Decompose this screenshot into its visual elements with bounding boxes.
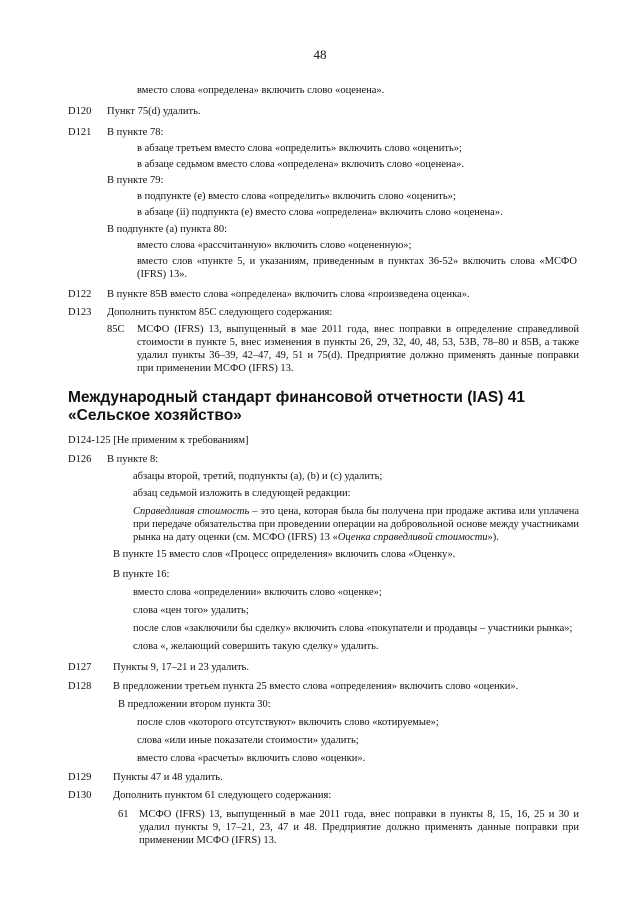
text-line: вместо слова «расчеты» включить слово «оценки». [137,753,366,764]
text-line: в подпункте (е) вместо слова «определить» включить слово «оценить»; [137,191,456,202]
text-paragraph: вместо слов «пункте 5, и указаниям, приведенным в пунктах 36-52» включить слова «МСФО (IFRS) 13». [137,256,577,280]
section-code: D123 [68,307,92,318]
text-line: В пункте 79: [107,175,164,186]
text-line: абзацы второй, третий, подпункты (a), (b) и (c) удалить; [133,471,383,482]
text-line: после слов «заключили бы сделку» включить слова «покупатели и продавцы – участники рынка»; [133,623,573,634]
section-code: D129 [68,772,92,783]
section-code: D122 [68,289,92,300]
text-line: слова «, желающий совершить такую сделку» удалить. [133,641,379,652]
text-line: Пункты 47 и 48 удалить. [113,772,223,783]
text-line: слова «цен того» удалить; [133,605,249,616]
definition-end: »). [487,532,499,543]
section-code: D127 [68,662,92,673]
text-line: В пункте 78: [107,127,164,138]
text-line: вместо слова «определении» включить слово «оценке»; [133,587,382,598]
section-heading [68,389,525,425]
text-line: абзац седьмой изложить в следующей редакции: [133,488,351,499]
text-line: В пункте 16: [113,569,170,580]
text-line: в абзаце седьмом вместо слова «определена» включить слово «оценена». [137,159,465,170]
heading-line-1: Международный стандарт финансовой отчетности (IAS) 41 [68,389,525,406]
text-line: слова «или иные показатели стоимости» удалить; [137,735,359,746]
paragraph-number: 85С [107,324,125,335]
definition-reference: Оценка справедливой стоимости [337,532,488,543]
text-line: Пункты 9, 17–21 и 23 удалить. [113,662,249,673]
text-line: В пункте 8: [107,454,159,465]
page-number: 48 [313,47,327,62]
text-line: В предложении третьем пункта 25 вместо слова «определения» включить слово «оценки». [113,681,519,692]
text-line: вместо слова «рассчитанную» включить слово «оцененную»; [137,240,412,251]
definition-term: Справедливая стоимость [133,506,250,517]
heading-line-2: «Сельское хозяйство» [68,407,242,424]
text-line: В предложении втором пункта 30: [118,699,271,710]
text-line: вместо слова «определена» включить слово «оценена». [137,85,385,96]
section-code: D126 [68,454,92,465]
text-paragraph: МСФО (IFRS) 13, выпущенный в мае 2011 года, внес поправки в пункты 8, 15, 16, 25 и 30 и удалил пункты 9, 17–21, 23, 47 и 48. Предприятие должно применять данные поправки при применении МСФО (IFRS) 13. [139,809,579,846]
text-line: Дополнить пунктом 85С следующего содержания: [107,307,333,318]
text-line: D124-125 [Не применим к требованиям] [68,435,249,446]
text-line: В подпункте (а) пункта 80: [107,224,228,235]
section-code: D130 [68,790,92,801]
section-code: D120 [68,106,92,117]
text-line: после слов «которого отсутствуют» включить слово «котируемые»; [137,717,439,728]
text-paragraph: МСФО (IFRS) 13, выпущенный в мае 2011 года, внес поправки в определение справедливой стоимости в пункте 5, внес изменения в пункты 26, 29, 32, 40, 48, 53, 53В, 78–80 и 85В, а также удалил пункты 36–39, 42–47, 49, 51 и 75(d). Предприятие должно применять данные поправки при применении МСФО (IFRS) 13. [137,324,579,374]
text-line: в абзаце (ii) подпункта (е) вместо слова «определена» включить слово «оценена». [137,207,503,218]
text-line: Пункт 75(d) удалить. [107,106,201,117]
text-line: В пункте 85В вместо слова «определена» включить слова «произведена оценка». [107,289,470,300]
definition-paragraph [133,505,579,544]
definition-text: – это цена, которая была бы получена при продаже актива или уплачена при передаче обязательства при проведении операции на добровольной основе между участниками рынка на дату оценки (см. МСФО (IFRS) 13 « [133,506,579,543]
text-line: в абзаце третьем вместо слова «определить» включить слово «оценить»; [137,143,462,154]
text-line: Дополнить пунктом 61 следующего содержания: [113,790,332,801]
text-line: В пункте 15 вместо слов «Процесс определения» включить слова «Оценку». [113,549,456,560]
paragraph-number: 61 [118,809,129,820]
section-code: D128 [68,681,92,692]
section-code: D121 [68,127,92,138]
